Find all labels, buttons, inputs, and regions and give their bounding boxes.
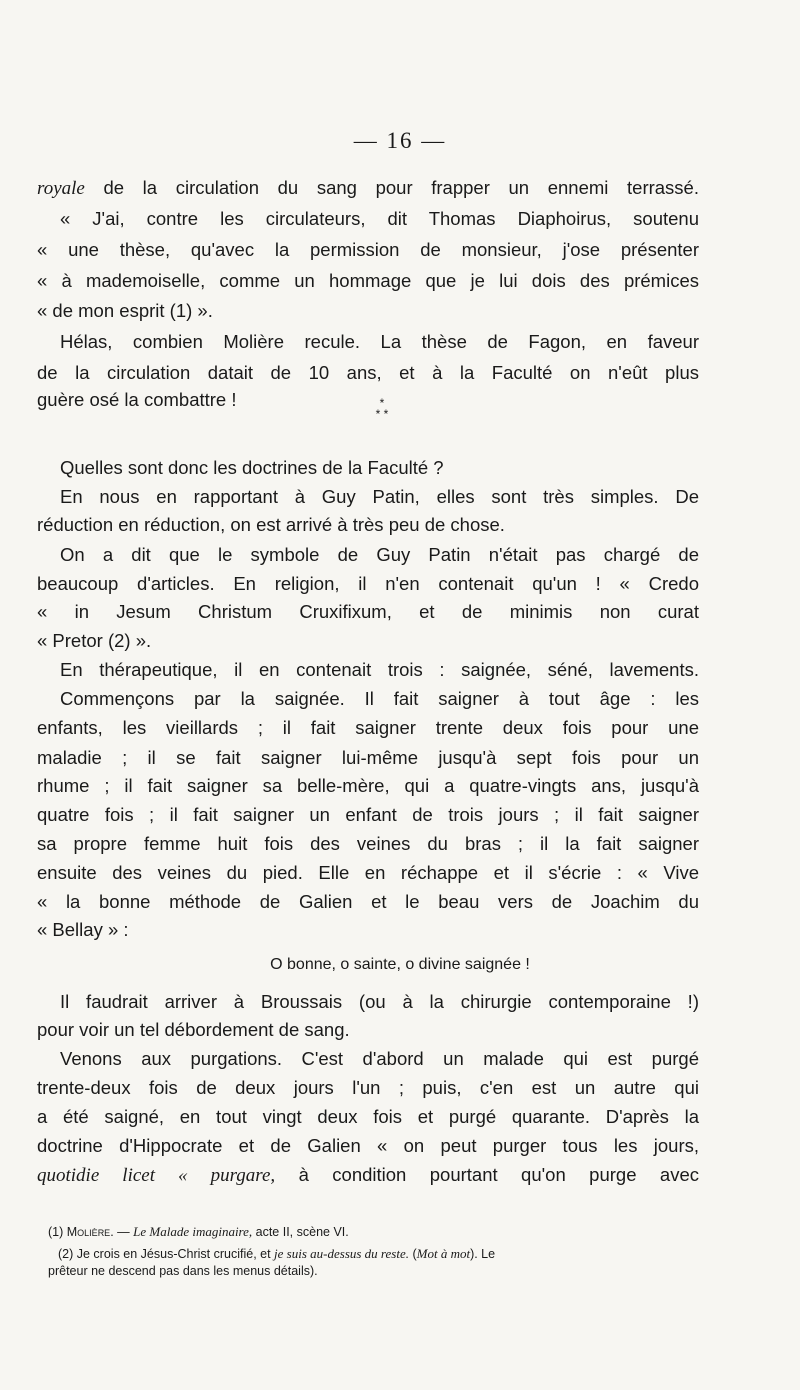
text-line: En thérapeutique, il en contenait trois : saignée, séné, lavements. [60,659,699,680]
text-line: maladie ; il se fait saigner lui-même jusqu'à sept fois pour un [37,747,699,768]
text-line: En nous en rapportant à Guy Patin, elles sont très simples. De [60,486,699,507]
text-line: trente-deux fois de deux jours l'un ; puis, c'en est un autre qui [37,1077,699,1098]
text-line: « à mademoiselle, comme un hommage que je lui dois des prémices [37,270,699,291]
text-line: a été saigné, en tout vingt deux fois et purgé quarante. D'après la [37,1106,699,1127]
asterism-divider: * * * [375,396,389,421]
text-line: Commençons par la saignée. Il fait saigner à tout âge : les [60,688,699,709]
emphasis: quotidie licet « purgare, [37,1165,276,1186]
verse-quote: O bonne, o sainte, o divine saignée ! [270,956,530,973]
text-line: « de mon esprit (1) ». [37,300,213,321]
text-line: réduction en réduction, on est arrivé à très peu de chose. [37,514,505,535]
footnote-2: (2) Je crois en Jésus-Christ crucifié, et je suis au-dessus du reste. (Mot à mot). Le [58,1246,496,1261]
footnote-2-continued: prêteur ne descend pas dans les menus détails). [48,1264,318,1278]
text-line: pour voir un tel débordement de sang. [37,1019,350,1040]
text-line: Venons aux purgations. C'est d'abord un malade qui est purgé [60,1048,699,1069]
text-line: « la bonne méthode de Galien et le beau vers de Joachim du [37,891,699,912]
text-line: « une thèse, qu'avec la permission de monsieur, j'ose présenter [37,239,699,260]
text-line: Quelles sont donc les doctrines de la Faculté ? [60,457,444,478]
text-line: ensuite des veines du pied. Elle en réchappe et il s'écrie : « Vive [37,862,699,883]
text-line: beaucoup d'articles. En religion, il n'en contenait qu'un ! « Credo [37,573,699,594]
text-line: Il faudrait arriver à Broussais (ou à la chirurgie contemporaine !) [60,991,699,1012]
text-line: « Bellay » : [37,919,129,940]
emphasis: royale [37,178,85,199]
page-number: — 16 — [353,128,447,153]
text-line: « J'ai, contre les circulateurs, dit Thomas Diaphoirus, soutenu [60,208,699,229]
text-line: enfants, les vieillards ; il fait saigner trente deux fois pour une [37,717,699,738]
text-line: quatre fois ; il fait saigner un enfant de trois jours ; il fait saigner [37,804,699,825]
text-line: Hélas, combien Molière recule. La thèse de Fagon, en faveur [60,331,699,352]
text-line: de la circulation datait de 10 ans, et à la Faculté on n'eût plus [37,362,699,383]
text-line: guère osé la combattre ! [37,389,237,410]
text-line: sa propre femme huit fois des veines du bras ; il la fait saigner [37,833,699,854]
text-line: On a dit que le symbole de Guy Patin n'était pas chargé de [60,544,699,565]
text-line: « Pretor (2) ». [37,630,152,651]
text-line: doctrine d'Hippocrate et de Galien « on peut purger tous les jours, [37,1135,699,1156]
text-line: quotidie licet « purgare, à condition pourtant qu'on purge avec [37,1164,699,1186]
text-line: royale de la circulation du sang pour frapper un ennemi terrassé. [37,177,699,199]
text-line: « in Jesum Christum Cruxifixum, et de minimis non curat [37,601,699,622]
text-line: rhume ; il fait saigner sa belle-mère, qui a quatre-vingts ans, jusqu'à [37,775,699,796]
footnote-1: (1) Molière. — Le Malade imaginaire, acte II, scène VI. [48,1224,349,1239]
